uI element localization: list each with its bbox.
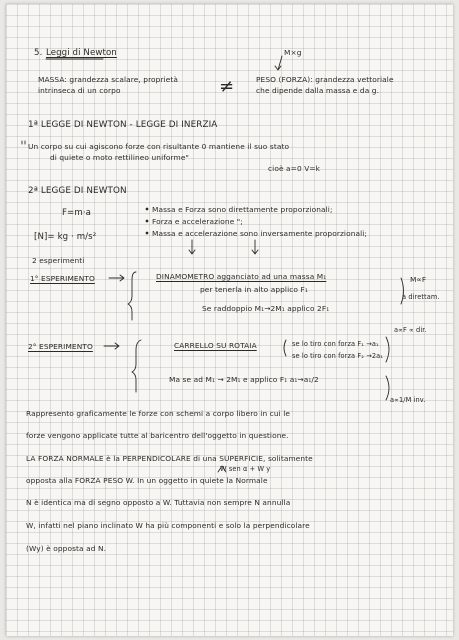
second-law-bullet2: Forza e accelerazione "; [152, 217, 243, 226]
experiment1-brace [128, 272, 136, 320]
paragraph-insert: W sen α + W y [220, 465, 271, 473]
arrow-down-to-weight [275, 56, 282, 70]
second-law-bullet3: Massa e accelerazione sono inversamente proporzionali; [152, 229, 368, 238]
down-arrow [252, 240, 258, 254]
experiment1-arrow [109, 275, 124, 281]
weight-definition-line1: PESO (FORZA): grandezza vettoriale [256, 75, 394, 84]
second-law-heading: 2ª LEGGE DI NEWTON [28, 186, 127, 196]
experiment1-line3: Se raddoppio M₁→2M₁ applico 2F₁ [202, 304, 330, 313]
quote-mark [22, 141, 25, 144]
experiment2-line3: se lo tiro con forza F₂ →2a₁ [292, 352, 383, 360]
down-arrow [189, 240, 195, 254]
newton-unit-formula: [N]= kg · m/s² [34, 232, 97, 242]
insert-caret [218, 466, 226, 472]
experiment2-arrow [104, 343, 119, 349]
mass-times-g-note: M×g [284, 48, 302, 57]
first-law-condition: cioè a=0 V=k [268, 164, 321, 173]
handwriting-marks [6, 4, 453, 636]
experiment1-line1: DINAMOMETRO agganciato ad una massa M₁ [156, 272, 327, 281]
paragraph-line2: forze vengono applicate tutte al baricentro dell'oggetto in questione. [26, 431, 289, 440]
mass-definition-line1: MASSA: grandezza scalare, proprietà [38, 75, 179, 84]
experiment2-inner-brace [284, 340, 286, 356]
paragraph-line4: opposta alla FORZA PESO W. In un oggetto in quiete la Normale [26, 476, 268, 485]
experiments-label: 2 esperimenti [32, 256, 85, 265]
experiment2-label: 2° ESPERIMENTO [28, 342, 93, 351]
section-number: 5. [34, 48, 43, 58]
first-law-text-line2: di quiete o moto rettilineo uniforme" [50, 153, 190, 162]
experiment2-brace [132, 340, 141, 392]
experiment1-label: 1° ESPERIMENTO [30, 274, 95, 283]
experiment2-line4: Ma se ad M₁ → 2M₁ e applico F₁ a₁→a₁/2 [169, 375, 319, 384]
experiment1-proportion: M∝F [410, 275, 427, 284]
paragraph-line3: LA FORZA NORMALE è la PERPENDICOLARE di una SUPERFICIE, solitamente [26, 454, 313, 463]
experiment2-line1: CARRELLO SU ROTAIA [174, 341, 257, 350]
experiment2-direct-note: a∝F ∝ dir. [394, 326, 427, 334]
experiment2-bracket-bottom [386, 376, 389, 400]
experiment1-bracket [401, 278, 404, 304]
page-title: Leggi di Newton [46, 48, 117, 58]
paragraph-line6: W, infatti nel piano inclinato W ha più componenti e solo la perpendicolare [26, 521, 310, 530]
bullet-dot [146, 208, 148, 210]
bullet-dot [146, 232, 148, 234]
experiment1-line2: per tenerla in alto applico F₁ [200, 285, 308, 294]
experiment2-bracket-top [386, 337, 389, 362]
second-law-bullet1: Massa e Forza sono direttamente proporzionali; [152, 205, 333, 214]
not-equal-sign: ≠ [219, 76, 235, 97]
experiment2-line2: se lo tiro con forza F₁ →a₁ [292, 340, 379, 348]
second-law-formula: F=m·a [62, 208, 92, 218]
notebook-page [6, 4, 453, 636]
paragraph-line5: N è identica ma di segno opposto a W. Tuttavia non sempre N annulla [26, 498, 291, 507]
paragraph-line1: Rappresento graficamente le forze con schemi a corpo libero in cui le [26, 409, 291, 418]
first-law-heading: 1ª LEGGE DI NEWTON - LEGGE DI INERZIA [28, 120, 218, 130]
paragraph-line7: (Wy) è opposta ad N. [26, 544, 107, 553]
first-law-text-line1: Un corpo su cui agiscono forze con risultante 0 mantiene il suo stato [28, 142, 290, 151]
mass-definition-line2: intrinseca di un corpo [38, 86, 121, 95]
experiment2-inverse-note: a∝1/M inv. [390, 396, 426, 404]
bullet-dot [146, 220, 148, 222]
weight-definition-line2: che dipende dalla massa e da g. [256, 86, 380, 95]
experiment1-proportion-note: a direttam. [402, 293, 440, 301]
